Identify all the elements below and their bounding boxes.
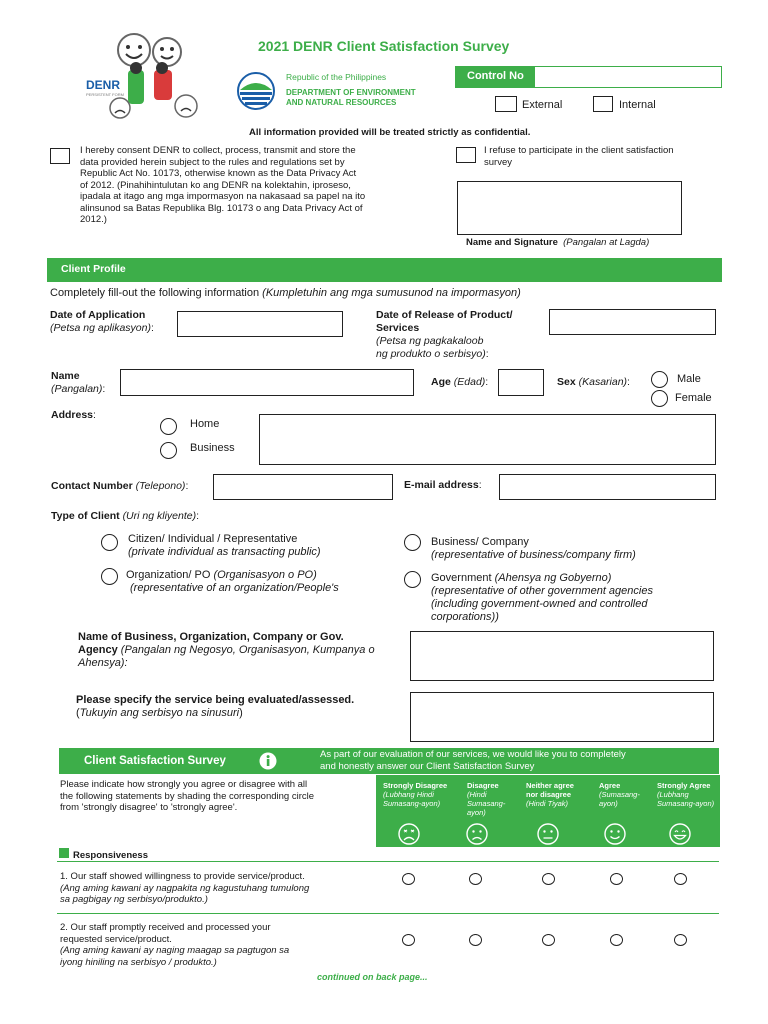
agency-name-2: AND NATURAL RESOURCES (286, 98, 397, 107)
very-sad-face-icon (397, 823, 421, 845)
female-label: Female (675, 392, 712, 404)
control-no-label: Control No (455, 66, 534, 88)
survey-item-2: 2. Our staff promptly received and processed your requested service/product. (Ang aming kawani ay naging maagap sa pagtugon sa iyong hiniling na serbisyo / produkto.) (60, 922, 290, 968)
section-marker (59, 848, 69, 858)
item1-neither-radio[interactable] (542, 873, 555, 885)
survey-intro: As part of our evaluation of our services, we would like you to completely and honestly answer our Client Satisfaction Survey (320, 749, 626, 772)
denr-seal (236, 72, 276, 110)
date-application-input[interactable] (177, 311, 343, 337)
government-radio[interactable] (404, 571, 421, 588)
signature-label: Name and Signature (Pangalan at Lagda) (466, 237, 650, 248)
item-divider (57, 913, 719, 914)
internal-label: Internal (619, 99, 656, 111)
business-company-radio[interactable] (404, 534, 421, 551)
happy-face-icon (603, 823, 627, 845)
contact-input[interactable] (213, 474, 393, 500)
item1-strongly-disagree-radio[interactable] (402, 873, 415, 885)
sad-face-icon (465, 823, 489, 845)
name-input[interactable] (120, 369, 414, 396)
service-label: Please specify the service being evaluated/assessed. (Tukuyin ang serbisyo na sinusuri) (76, 694, 355, 719)
item1-strongly-agree-radio[interactable] (674, 873, 687, 885)
info-icon (259, 752, 277, 770)
business-name-input[interactable] (410, 631, 714, 681)
business-address-label: Business (190, 442, 235, 454)
item1-disagree-radio[interactable] (469, 873, 482, 885)
signature-box[interactable] (457, 181, 682, 235)
age-label: Age (Edad): (431, 376, 489, 388)
scale-disagree: Disagree (Hindi Sumasang-ayon) (467, 781, 506, 817)
responsiveness-label: Responsiveness (73, 850, 148, 861)
survey-instruction: Please indicate how strongly you agree or disagree with all the following statements by shading the corresponding circle from 'strongly disagree' to 'strongly agree'. (60, 779, 315, 813)
business-company-label: Business/ Company (representative of business/company firm) (431, 536, 636, 561)
scale-neither: Neither agree nor disagree (Hindi Tiyak) (526, 781, 574, 808)
address-label: Address: (51, 409, 96, 421)
agency-republic: Republic of the Philippines (286, 72, 387, 82)
very-happy-face-icon (668, 823, 692, 845)
refuse-text: I refuse to participate in the client satisfaction survey (484, 145, 674, 168)
scale-strongly-agree: Strongly Agree (Lubhang Sumasang-ayon) (657, 781, 715, 808)
external-checkbox[interactable] (495, 96, 517, 112)
male-label: Male (677, 373, 701, 385)
organization-radio[interactable] (101, 568, 118, 585)
survey-item-1: 1. Our staff showed willingness to provide service/product. (Ang aming kawani ay nagpakita ng kagustuhang tumulong sa pagbigay ng serbisyo/produkto.) (60, 871, 310, 905)
business-address-radio[interactable] (160, 442, 177, 459)
control-no-input[interactable] (534, 66, 722, 88)
government-label: Government (Ahensya ng Gobyerno) (representative of other government agencies (including government-owned and controlled corporations)) (431, 572, 653, 623)
address-input[interactable] (259, 414, 716, 465)
item2-strongly-agree-radio[interactable] (674, 934, 687, 946)
neutral-face-icon (536, 823, 560, 845)
home-label: Home (190, 418, 220, 430)
date-release-label: Date of Release of Product/ Services (Petsa ng pagkakaloob ng produkto o serbisyo): (376, 309, 513, 360)
item2-strongly-disagree-radio[interactable] (402, 934, 415, 946)
name-label: Name (Pangalan): (51, 370, 106, 395)
male-radio[interactable] (651, 371, 668, 388)
consent-checkbox[interactable] (50, 148, 70, 164)
home-radio[interactable] (160, 418, 177, 435)
refuse-checkbox[interactable] (456, 147, 476, 163)
date-application-label: Date of Application (Petsa ng aplikasyon): (50, 309, 154, 334)
denr-tagline: PERSISTENT FORM (86, 92, 124, 97)
agency-name-1: DEPARTMENT OF ENVIRONMENT (286, 88, 416, 97)
scale-agree: Agree (Sumasang-ayon) (599, 781, 640, 808)
item2-agree-radio[interactable] (610, 934, 623, 946)
service-input[interactable] (410, 692, 714, 742)
page-title: 2021 DENR Client Satisfaction Survey (258, 38, 510, 54)
section-divider (57, 861, 719, 862)
email-label: E-mail address: (404, 479, 482, 491)
business-name-label: Name of Business, Organization, Company or Gov. Agency (Pangalan ng Negosyo, Organisasyon, Kumpanya o Ahensya): (78, 631, 375, 669)
item2-disagree-radio[interactable] (469, 934, 482, 946)
profile-instruction: Completely fill-out the following information (Kumpletuhin ang mga sumusunod na impormasyon) (50, 287, 521, 299)
contact-label: Contact Number (Telepono): (51, 480, 189, 492)
item2-neither-radio[interactable] (542, 934, 555, 946)
scale-strongly-disagree: Strongly Disagree (Lubhang Hindi Sumasang-ayon) (383, 781, 448, 808)
survey-title: Client Satisfaction Survey (84, 755, 226, 767)
item1-agree-radio[interactable] (610, 873, 623, 885)
email-input[interactable] (499, 474, 716, 500)
denr-acronym: DENR (86, 78, 121, 92)
internal-checkbox[interactable] (593, 96, 613, 112)
continued-note: continued on back page... (317, 972, 428, 982)
client-profile-header: Client Profile (47, 258, 722, 282)
organization-label: Organization/ PO (Organisasyon o PO) (representative of an organization/People's (126, 569, 339, 594)
consent-text: I hereby consent DENR to collect, process, transmit and store the data provided herein subject to the rules and regulations set by Republic Act No. 10173, otherwise known as the Data Privacy Act of 2012. (Pinahihintulutan ko ang DENR na kolektahin, iproseso, ipadala at itago ang mga impormasyon na nakasaad sa papel na ito alinsunod sa Batas Republika Blg. 10173 o ang Data Privacy Act of 2012.) (80, 145, 366, 225)
female-radio[interactable] (651, 390, 668, 407)
sex-label: Sex (Kasarian): (557, 376, 630, 388)
citizen-label: Citizen/ Individual / Representative (private individual as transacting public) (128, 533, 321, 558)
date-release-input[interactable] (549, 309, 716, 335)
external-label: External (522, 99, 563, 111)
confidential-notice: All information provided will be treated strictly as confidential. (249, 127, 531, 138)
type-of-client-label: Type of Client (Uri ng kliyente): (51, 510, 200, 522)
age-input[interactable] (498, 369, 544, 396)
citizen-radio[interactable] (101, 534, 118, 551)
